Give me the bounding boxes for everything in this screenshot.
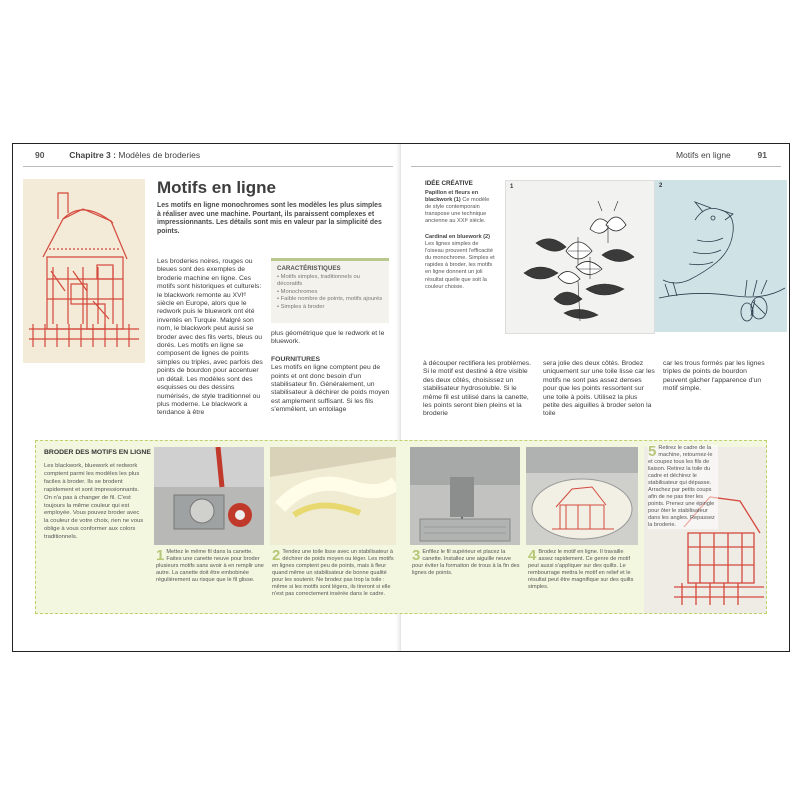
step-text: Brodez le motif en ligne. Il travaille assez rapidement. Ce genre de motif peut aussi s'appliquer sur des quilts. Le rembourrage mettra le motif en relief et le résultat peut être magnifique sur des quilts simples. bbox=[528, 549, 634, 590]
running-head: Motifs en ligne bbox=[675, 150, 731, 160]
step-text: Retirez le cadre de la machine, retournez-le et coupez tous les fils de liaison. Retirez la toile du cadre et déchirez le stabilisateur qui dépasse. Arrachez par petits coups afin de ne pas tirer les points. Prenez une épingle pour ôter le stabilisateur dans les angles. Repassez la broderie. bbox=[648, 445, 715, 528]
panel-intro: Les blackwork, bluework et redwork comptent parmi les modèles les plus faciles à broder. Ils se brodent rapidement et sont impressionnants. On n'a pas à changer de fil. C'est toujours la même couleur qui est employée. Vous pouvez broder avec la couleur de votre choix, rien ne vous oblige à vous conformer aux colors traditionnels. bbox=[44, 463, 144, 541]
step-text: Enfilez le fil supérieur et placez la canette. Installez une aiguille neuve pour éviter la formation de trous à la fin des lignes de points. bbox=[412, 549, 520, 576]
step-1 bbox=[156, 549, 268, 584]
idea1-title: Papillon et fleurs en blackwork (1) bbox=[425, 190, 479, 204]
characteristic-item: • Simples à broder bbox=[277, 303, 325, 310]
characteristic-item: • Motifs simples, traditionnels ou décoratifs bbox=[277, 274, 360, 288]
step-number: 5 bbox=[648, 443, 657, 460]
image-label-2: 2 bbox=[659, 183, 663, 189]
step-text: Mettez le même fil dans la canette. Faites une canette neuve pour broder plusieurs motifs sans avoir à en remplir une autre. La canette doit être embobinée régulièrement au risque que le fil glisse. bbox=[156, 549, 264, 583]
characteristic-item: • Monochromes bbox=[277, 288, 318, 295]
step4-photo bbox=[526, 447, 638, 545]
idea1-text: Ce modèle de style contemporain transpose une technique ancienne au XXIᵉ siècle. bbox=[425, 197, 490, 225]
idea2-title: Cardinal en bluework (2) bbox=[425, 234, 490, 240]
left-body-text: Les broderies noires, rouges ou bleues sont des exemples de broderie machine en ligne. Ces motifs sont historiques et culturels: le blackwork remonte au XVIᵉ siècle en Europe, alors que le redwork puis le bluework ont été inventés en Turquie. Malgré son nom, le blackwork peut aussi se broder avec des fils verts, bleus ou dorés. Les motifs en ligne se composent de lignes de points simples ou triples, avec parfois des points de bourdon pour accentuer un détail. Les modèles sont des esquisses ou des dessins numérisés, de style traditionnel ou plus moderne. Le blackwork a tendance à être bbox=[157, 258, 263, 417]
panel-title: BRODER DES MOTIFS EN LIGNE bbox=[44, 449, 151, 456]
step-number: 2 bbox=[272, 547, 281, 564]
step-3 bbox=[412, 549, 520, 577]
step-number: 1 bbox=[156, 547, 165, 564]
header-rule-left bbox=[23, 166, 393, 167]
step-number: 4 bbox=[528, 547, 537, 564]
left-second-column bbox=[271, 330, 391, 415]
left-col2-text-b: Les motifs en ligne comptent peu de points et ont donc besoin d'un stabilisateur fin. Généralement, un stabilisateur à déchirer de poids moyen est amplement suffisant. Si les fils s'emmêlent, un entoilage bbox=[271, 364, 390, 414]
supplies-heading: FOURNITURES bbox=[271, 355, 321, 363]
right-col-3 bbox=[663, 360, 771, 394]
right-col-1 bbox=[423, 360, 535, 419]
right-col3-text: car les trous formés par les lignes triples de points de bourdon peuvent gâcher l'apparence d'un motif simple. bbox=[663, 360, 765, 393]
instructions-panel bbox=[35, 440, 767, 614]
creative-idea-2 bbox=[425, 234, 497, 291]
step3-photo bbox=[410, 447, 520, 545]
step2-photo bbox=[270, 447, 396, 545]
left-body-column bbox=[157, 258, 265, 418]
intro-paragraph: Les motifs en ligne monochromes sont les modèles les plus simples à réaliser avec une machine. Pourtant, ils paraissent complexes et impressionnants. Les détails sont mis en valeur par la simplicité des points. bbox=[157, 202, 382, 235]
header-rule-right bbox=[411, 166, 781, 167]
left-header bbox=[35, 150, 200, 160]
step-5 bbox=[648, 445, 718, 529]
page-title: Motifs en ligne bbox=[157, 178, 276, 197]
step1-photo bbox=[154, 447, 264, 545]
step-4 bbox=[528, 549, 638, 591]
characteristics-title: CARACTÉRISTIQUES bbox=[277, 265, 341, 272]
chapter-title: Modèles de broderies bbox=[118, 150, 201, 160]
idea2-text: Les lignes simples de l'oiseau prouvent l'efficacité du monochrome. Simples et rapides à broder, les motifs en ligne donnent un joli résultat quelle que soit la couleur choisie. bbox=[425, 241, 495, 290]
page-number-right: 91 bbox=[757, 150, 767, 160]
right-header bbox=[676, 150, 767, 160]
right-col2-text: sera jolie des deux côtés. Brodez uniquement sur une toile lisse car les motifs ne sont pas assez denses pour que les points ressortent sur une toile à poils. Utilisez la plus petite des aiguilles à broder selon la toile bbox=[543, 360, 655, 418]
blackwork-butterfly-image bbox=[505, 180, 655, 334]
redwork-house-image bbox=[23, 179, 145, 363]
image-label-1: 1 bbox=[510, 184, 514, 190]
page-number-left: 90 bbox=[35, 150, 45, 160]
left-col2-text-a: plus géométrique que le redwork et le bluework. bbox=[271, 330, 385, 346]
right-col-2 bbox=[543, 360, 655, 419]
bluework-cardinal-image bbox=[655, 180, 787, 332]
chapter-label: Chapitre 3 : bbox=[69, 150, 116, 160]
step-2 bbox=[272, 549, 396, 598]
creative-idea-heading: IDÉE CRÉATIVE bbox=[425, 180, 473, 187]
book-spread bbox=[12, 143, 790, 652]
characteristic-item: • Faible nombre de points, motifs ajourés bbox=[277, 296, 383, 303]
characteristics-box bbox=[271, 258, 389, 323]
right-col1-text: à découper rectifiera les problèmes. Si le motif est destiné à être visible des deux côtés, choisissez un stabilisateur hydrosoluble. Si le même fil est utilisé dans la canette, les points seront bien pleins et la broderie bbox=[423, 360, 532, 418]
step-text: Tendez une toile lisse avec un stabilisateur à déchirer de poids moyen ou léger. Les motifs en lignes comptent peu de points, mais à fleur quand même un stabilisateur de bonne qualité pour les soutenir. Ne brodez pas trop la toile : même si les motifs sont légers, ils tireront si elle n'est pas correctement insérée dans le cadre. bbox=[272, 549, 394, 597]
step-number: 3 bbox=[412, 547, 421, 564]
creative-idea-1 bbox=[425, 190, 497, 225]
